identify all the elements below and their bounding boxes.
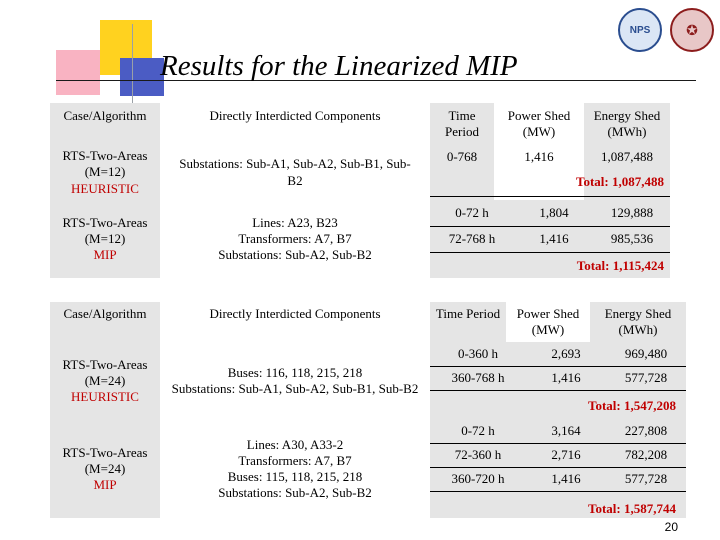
table2-row1-period2-energy: 577,728 [624,369,668,385]
table2-row2-period3-time: 360-720 h [451,470,505,486]
table1-header-power: Power Shed (MW) [494,103,584,145]
table1-row1-case [50,145,160,200]
table2-row2-period2-time: 72-360 h [454,446,502,462]
decor-vertical-line [132,24,133,104]
table2-row1-period1-power: 2,693 [551,345,581,361]
table2-row2-period1-power: 3,164 [551,422,581,438]
nps-logo-icon: NPS [618,8,662,52]
case-name: RTS-Two-Areas (M=12) [62,148,148,180]
seal-logo-icon: ✪ [670,8,714,52]
table2-row1-period1-energy: 969,480 [624,345,668,361]
divider [430,390,686,391]
slide-title: Results for the Linearized MIP [160,50,518,82]
table2-row2-components [160,420,430,518]
component-line: Substations: Sub-A2, Sub-B2 [218,485,372,501]
table2-row2-period1-energy: 227,808 [624,422,668,438]
table2-header-case: Case/Algorithm [50,302,160,342]
table1-row2-period2-time: 72-768 h [448,230,496,246]
table2-row2-period3-power: 1,416 [551,470,581,486]
table1-header-case: Case/Algorithm [50,103,160,145]
table2-row2-period1-time: 0-72 h [461,422,495,438]
component-line: Substations: Sub-A2, Sub-B2 [218,247,372,263]
table1-header-time: Time Period [430,103,494,145]
table1-row2-components [160,200,430,278]
table1-header-energy: Energy Shed (MWh) [584,103,670,145]
algorithm-label: MIP [93,477,117,493]
table1-row2-case [50,200,160,278]
table1-row2-period2-energy: 985,536 [610,230,654,246]
table2-row1-components [160,342,430,420]
divider [430,252,670,253]
table2-row2-total: Total: 1,587,744 [588,500,676,516]
table2-row2-period3-energy: 577,728 [624,470,668,486]
table1-row1-components [160,145,430,200]
algorithm-label: HEURISTIC [71,389,139,405]
table2-row1-period2-time: 360-768 h [451,369,505,385]
case-name: RTS-Two-Areas (M=24) [62,444,148,476]
component-line: Buses: 116, 118, 215, 218 [227,364,363,380]
table1-row2-total: Total: 1,115,424 [576,257,664,273]
table1-row1-total: Total: 1,087,488 [576,173,664,189]
table2-row2-case [50,420,160,518]
table1-row2-period1-time: 0-72 h [455,204,489,220]
case-name: RTS-Two-Areas (M=24) [62,356,148,388]
table2-header-components: Directly Interdicted Components [160,302,430,342]
table1-row1-time: 0-768 [430,145,494,200]
algorithm-label: MIP [93,247,117,263]
table1-row1-energy: 1,087,488 [584,145,670,200]
table1-header-components: Directly Interdicted Components [160,103,430,145]
table2-header-time: Time Period [430,302,506,342]
component-line: Transformers: A7, B7 [238,452,352,468]
table1-row2-period1-energy: 129,888 [610,204,654,220]
divider [430,226,670,227]
table2-row1-period2-power: 1,416 [551,369,581,385]
table2-row1-period1-time: 0-360 h [457,345,499,361]
decor-blue-square [120,58,164,96]
table2-header-power: Power Shed (MW) [506,302,590,342]
component-line: Substations: Sub-A1, Sub-A2, Sub-B1, Sub-B2 [179,156,411,188]
table1-row1-power: 1,416 [494,145,584,200]
table2-header-energy: Energy Shed (MWh) [590,302,686,342]
table1-row2-period1-power: 1,804 [539,204,569,220]
component-line: Buses: 115, 118, 215, 218 [227,469,363,484]
table1-row2-period2-power: 1,416 [539,230,569,246]
decor-pink-square [56,50,100,95]
algorithm-label: HEURISTIC [71,180,139,196]
table2-row2-period2-power: 2,716 [551,446,581,462]
table2-row1-case [50,342,160,420]
component-line: Lines: A30, A33-2 [246,436,344,452]
component-line: Lines: A23, B23 [252,214,338,230]
component-line: Substations: Sub-A1, Sub-A2, Sub-B1, Sub-B2 [171,381,419,396]
table2-row1-total: Total: 1,547,208 [588,397,676,413]
table2-row2-period2-energy: 782,208 [624,446,668,462]
component-line: Transformers: A7, B7 [238,230,352,246]
divider [430,196,670,197]
page-number: 20 [664,520,678,534]
divider [430,491,686,492]
case-name: RTS-Two-Areas (M=12) [62,214,148,246]
